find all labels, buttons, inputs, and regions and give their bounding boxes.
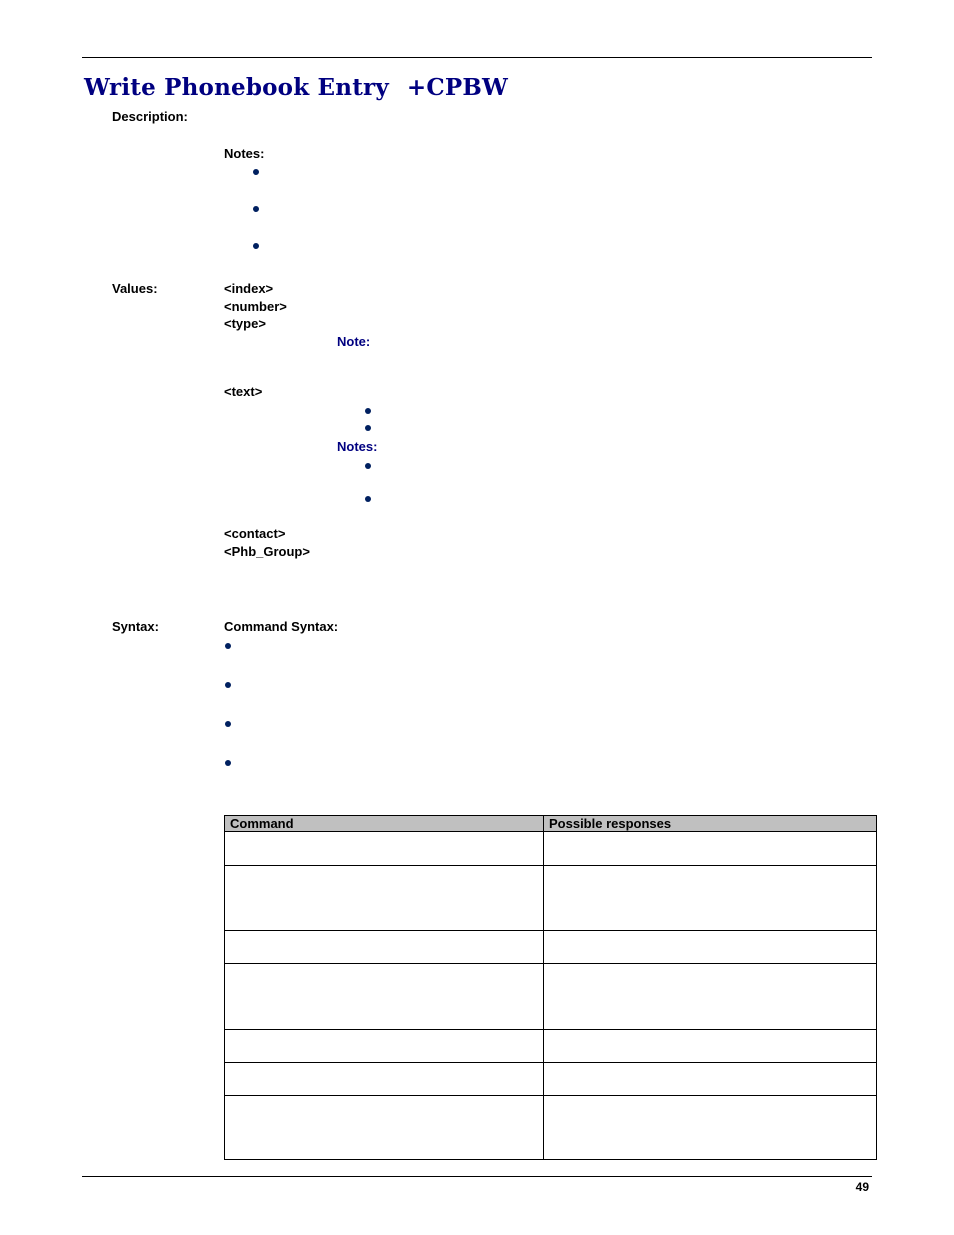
table-cell (544, 832, 877, 866)
table-cell (225, 1030, 544, 1063)
table-cell (544, 931, 877, 964)
command-syntax-label: Command Syntax: (224, 619, 339, 634)
table-cell (225, 832, 544, 866)
index-param: <index> (224, 281, 274, 296)
table-row (225, 931, 877, 964)
notes-bullet (253, 206, 259, 212)
notes-label: Notes: (224, 146, 265, 161)
table-row (225, 1030, 877, 1063)
table-row (225, 1096, 877, 1160)
page-number: 49 (855, 1180, 869, 1194)
text-bullet (365, 408, 371, 414)
table-cell (544, 964, 877, 1030)
command-table (224, 815, 877, 1160)
table-cell (225, 1063, 544, 1096)
table-cell (544, 866, 877, 931)
table-cell (225, 964, 544, 1030)
notes-bullet (253, 243, 259, 249)
syntax-bullet (225, 682, 231, 688)
table-row (225, 964, 877, 1030)
table-cell (225, 866, 544, 931)
footer-rule (82, 1176, 872, 1177)
header-rule (82, 57, 872, 58)
table-cell (544, 1030, 877, 1063)
type-param: <type> (224, 316, 266, 331)
title-text: Write Phonebook Entry (84, 74, 389, 101)
table-cell (225, 1096, 544, 1160)
table-header-command: Command (225, 816, 544, 832)
phb-group-param: <Phb_Group> (224, 544, 310, 559)
text-bullet (365, 425, 371, 431)
syntax-bullet (225, 643, 231, 649)
text-param: <text> (224, 384, 263, 399)
syntax-bullet (225, 760, 231, 766)
page-title (84, 74, 508, 101)
table-row (225, 1063, 877, 1096)
title-command: +CPBW (406, 74, 509, 101)
table-row (225, 866, 877, 931)
notes-bullet (253, 169, 259, 175)
description-label: Description: (112, 109, 188, 124)
number-param: <number> (224, 299, 287, 314)
table-row (225, 832, 877, 866)
type-note-label: Note: (337, 334, 371, 349)
text-notes-bullet (365, 463, 371, 469)
table-cell (544, 1063, 877, 1096)
table-cell (544, 1096, 877, 1160)
syntax-label: Syntax: (112, 619, 159, 634)
values-label: Values: (112, 281, 158, 296)
contact-param: <contact> (224, 526, 286, 541)
table-header-responses: Possible responses (544, 816, 877, 832)
table-header-row (225, 816, 877, 832)
text-notes-label: Notes: (337, 439, 378, 454)
syntax-bullet (225, 721, 231, 727)
table-cell (225, 931, 544, 964)
text-notes-bullet (365, 496, 371, 502)
